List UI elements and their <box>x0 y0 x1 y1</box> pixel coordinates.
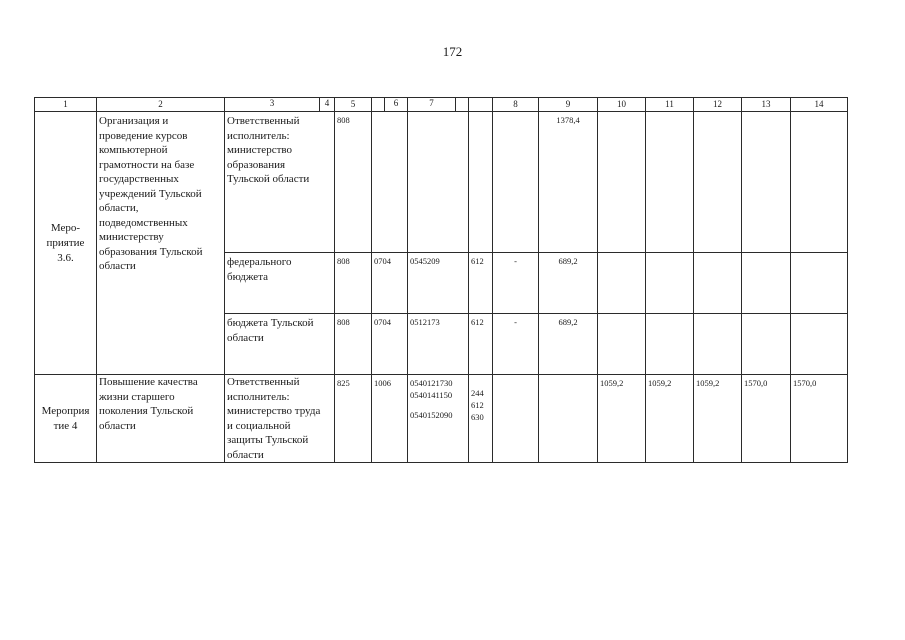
header-cell: 13 <box>742 98 791 112</box>
table-cell: 808 <box>335 253 372 314</box>
header-cell <box>408 98 469 112</box>
header-cell: 6 <box>384 98 407 111</box>
table-cell <box>598 112 646 253</box>
measure-label: Мероприя тие 4 <box>35 375 97 463</box>
table-cell: - <box>493 314 539 375</box>
header-cell <box>372 98 408 112</box>
table-cell <box>742 253 791 314</box>
table-cell <box>646 314 694 375</box>
header-cell <box>225 98 335 112</box>
funding-source: Ответственный исполнитель: министерство образования Тульской области <box>225 112 335 253</box>
table-cell <box>694 112 742 253</box>
expense-type-codes: 244 612 630 <box>469 375 493 463</box>
table-cell <box>646 253 694 314</box>
table-cell <box>694 314 742 375</box>
header-cell: 2 <box>97 98 225 112</box>
kbk-codes: 0540121730 0540141150 0540152090 <box>408 375 469 463</box>
table-cell <box>469 112 493 253</box>
header-cell: 10 <box>598 98 646 112</box>
page-number: 172 <box>442 44 463 59</box>
table-cell: 0545209 <box>408 253 469 314</box>
table-cell: 0512173 <box>408 314 469 375</box>
table-cell: 1570,0 <box>742 375 791 463</box>
table-row <box>35 112 848 253</box>
measure-description: Организация и проведение курсов компьютерной грамотности на базе государственных учреждений Тульской области, подведомственных министерству образования Тульской области <box>97 112 225 375</box>
header-cell: 14 <box>791 98 848 112</box>
header-cell: 5 <box>335 98 372 112</box>
table-cell: 689,2 <box>539 253 598 314</box>
header-row <box>35 98 848 112</box>
table-cell: 689,2 <box>539 314 598 375</box>
table-row <box>35 375 848 463</box>
measure-description: Повышение качества жизни старшего поколения Тульской области <box>97 375 225 463</box>
funding-source: бюджета Тульской области <box>225 314 335 375</box>
header-cell: 7 <box>429 98 434 108</box>
table-cell: 0704 <box>372 314 408 375</box>
table-cell: - <box>493 253 539 314</box>
table-cell: 1059,2 <box>598 375 646 463</box>
header-cell: 8 <box>493 98 539 112</box>
table-cell: 808 <box>335 314 372 375</box>
header-cell: 3 <box>269 98 275 108</box>
header-cell: 11 <box>646 98 694 112</box>
table-cell <box>742 314 791 375</box>
table-cell: 612 <box>469 253 493 314</box>
budget-table <box>34 97 848 463</box>
table-cell: 1059,2 <box>694 375 742 463</box>
header-cell: 4 <box>319 98 334 111</box>
table-cell <box>598 314 646 375</box>
header-cell: 12 <box>694 98 742 112</box>
table-cell <box>742 112 791 253</box>
table-cell: 1059,2 <box>646 375 694 463</box>
table-cell: 1378,4 <box>539 112 598 253</box>
table-cell: 612 <box>469 314 493 375</box>
table-cell <box>372 112 408 253</box>
table-cell <box>791 253 848 314</box>
table-cell <box>539 375 598 463</box>
measure-label: Меро- приятие 3.6. <box>35 112 97 375</box>
table-cell: 1006 <box>372 375 408 463</box>
table-cell <box>493 112 539 253</box>
table-cell: 825 <box>335 375 372 463</box>
table-cell: 0704 <box>372 253 408 314</box>
header-cell: 9 <box>539 98 598 112</box>
table-cell <box>598 253 646 314</box>
header-cell: 1 <box>35 98 97 112</box>
table-cell: 1570,0 <box>791 375 848 463</box>
table-cell: 808 <box>335 112 372 253</box>
table-cell <box>408 112 469 253</box>
table-cell <box>493 375 539 463</box>
table-cell <box>646 112 694 253</box>
table-cell <box>791 112 848 253</box>
table-cell <box>694 253 742 314</box>
funding-source: федерального бюджета <box>225 253 335 314</box>
header-cell <box>469 98 493 112</box>
table-cell <box>791 314 848 375</box>
funding-source: Ответственный исполнитель: министерство труда и социальной защиты Тульской области <box>225 375 335 463</box>
